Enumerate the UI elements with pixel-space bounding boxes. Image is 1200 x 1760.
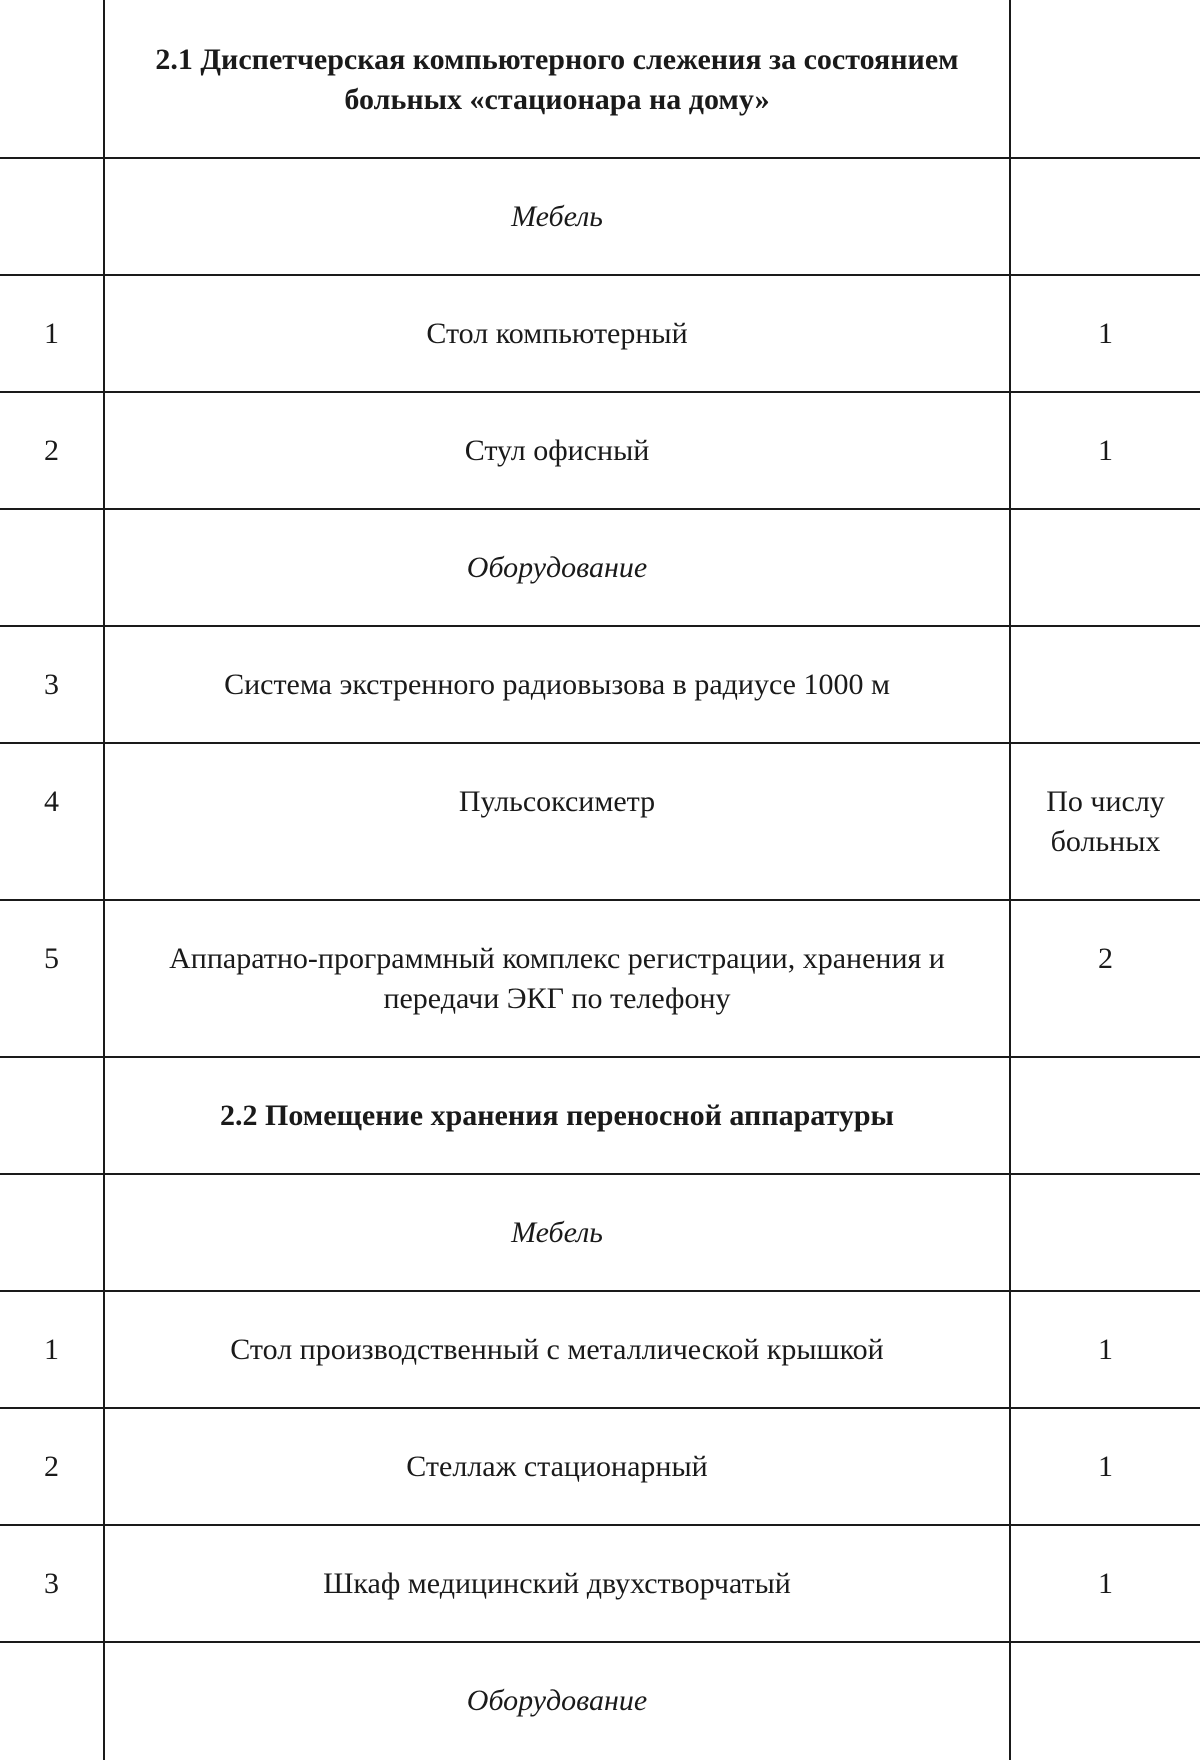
table-row-subheader-equipment bbox=[0, 1642, 1200, 1760]
row-number-cell bbox=[0, 1642, 104, 1760]
table-row-subheader-furniture bbox=[0, 158, 1200, 275]
table-row bbox=[0, 1408, 1200, 1525]
row-number-cell bbox=[0, 158, 104, 275]
row-number-cell: 1 bbox=[0, 275, 104, 392]
quantity-cell: 1 bbox=[1010, 1408, 1200, 1525]
row-number-cell: 3 bbox=[0, 626, 104, 743]
subheader-equipment: Оборудование bbox=[104, 509, 1010, 626]
subheader-equipment: Оборудование bbox=[104, 1642, 1010, 1760]
quantity-cell bbox=[1010, 509, 1200, 626]
table-row bbox=[0, 1525, 1200, 1642]
section-title-2-1: 2.1 Диспетчерская компьютерного слежения за состоянием больных «стационара на дому» bbox=[104, 0, 1010, 158]
table-row bbox=[0, 900, 1200, 1057]
row-number-cell: 4 bbox=[0, 743, 104, 900]
quantity-cell bbox=[1010, 0, 1200, 158]
table-row bbox=[0, 392, 1200, 509]
table-row-subheader-furniture bbox=[0, 1174, 1200, 1291]
section-title-2-2: 2.2 Помещение хранения переносной аппаратуры bbox=[104, 1057, 1010, 1174]
row-number-cell bbox=[0, 0, 104, 158]
subheader-furniture: Мебель bbox=[104, 158, 1010, 275]
item-name-cell: Стул офисный bbox=[104, 392, 1010, 509]
table-row-section-2-2 bbox=[0, 1057, 1200, 1174]
item-name-cell: Аппаратно-программный комплекс регистрации, хранения и передачи ЭКГ по телефону bbox=[104, 900, 1010, 1057]
item-name-cell: Стол компьютерный bbox=[104, 275, 1010, 392]
table-row-section-2-1 bbox=[0, 0, 1200, 158]
quantity-cell bbox=[1010, 626, 1200, 743]
quantity-cell: 2 bbox=[1010, 900, 1200, 1057]
quantity-cell bbox=[1010, 1642, 1200, 1760]
quantity-cell: 1 bbox=[1010, 275, 1200, 392]
row-number-cell bbox=[0, 509, 104, 626]
table-row-subheader-equipment bbox=[0, 509, 1200, 626]
quantity-cell bbox=[1010, 158, 1200, 275]
item-name-cell: Пульсоксиметр bbox=[104, 743, 1010, 900]
item-name-cell: Стеллаж стационарный bbox=[104, 1408, 1010, 1525]
row-number-cell: 2 bbox=[0, 392, 104, 509]
item-name-cell: Стол производственный с металлической крышкой bbox=[104, 1291, 1010, 1408]
table-row bbox=[0, 743, 1200, 900]
subheader-furniture: Мебель bbox=[104, 1174, 1010, 1291]
row-number-cell: 2 bbox=[0, 1408, 104, 1525]
row-number-cell: 5 bbox=[0, 900, 104, 1057]
quantity-cell bbox=[1010, 1174, 1200, 1291]
quantity-cell bbox=[1010, 1057, 1200, 1174]
quantity-cell: 1 bbox=[1010, 1291, 1200, 1408]
table-row bbox=[0, 1291, 1200, 1408]
row-number-cell bbox=[0, 1174, 104, 1291]
quantity-cell: По числу больных bbox=[1010, 743, 1200, 900]
row-number-cell: 1 bbox=[0, 1291, 104, 1408]
row-number-cell bbox=[0, 1057, 104, 1174]
row-number-cell: 3 bbox=[0, 1525, 104, 1642]
quantity-cell: 1 bbox=[1010, 1525, 1200, 1642]
item-name-cell: Шкаф медицинский двухстворчатый bbox=[104, 1525, 1010, 1642]
table-row bbox=[0, 275, 1200, 392]
table-row bbox=[0, 626, 1200, 743]
quantity-cell: 1 bbox=[1010, 392, 1200, 509]
item-name-cell: Система экстренного радиовызова в радиусе 1000 м bbox=[104, 626, 1010, 743]
